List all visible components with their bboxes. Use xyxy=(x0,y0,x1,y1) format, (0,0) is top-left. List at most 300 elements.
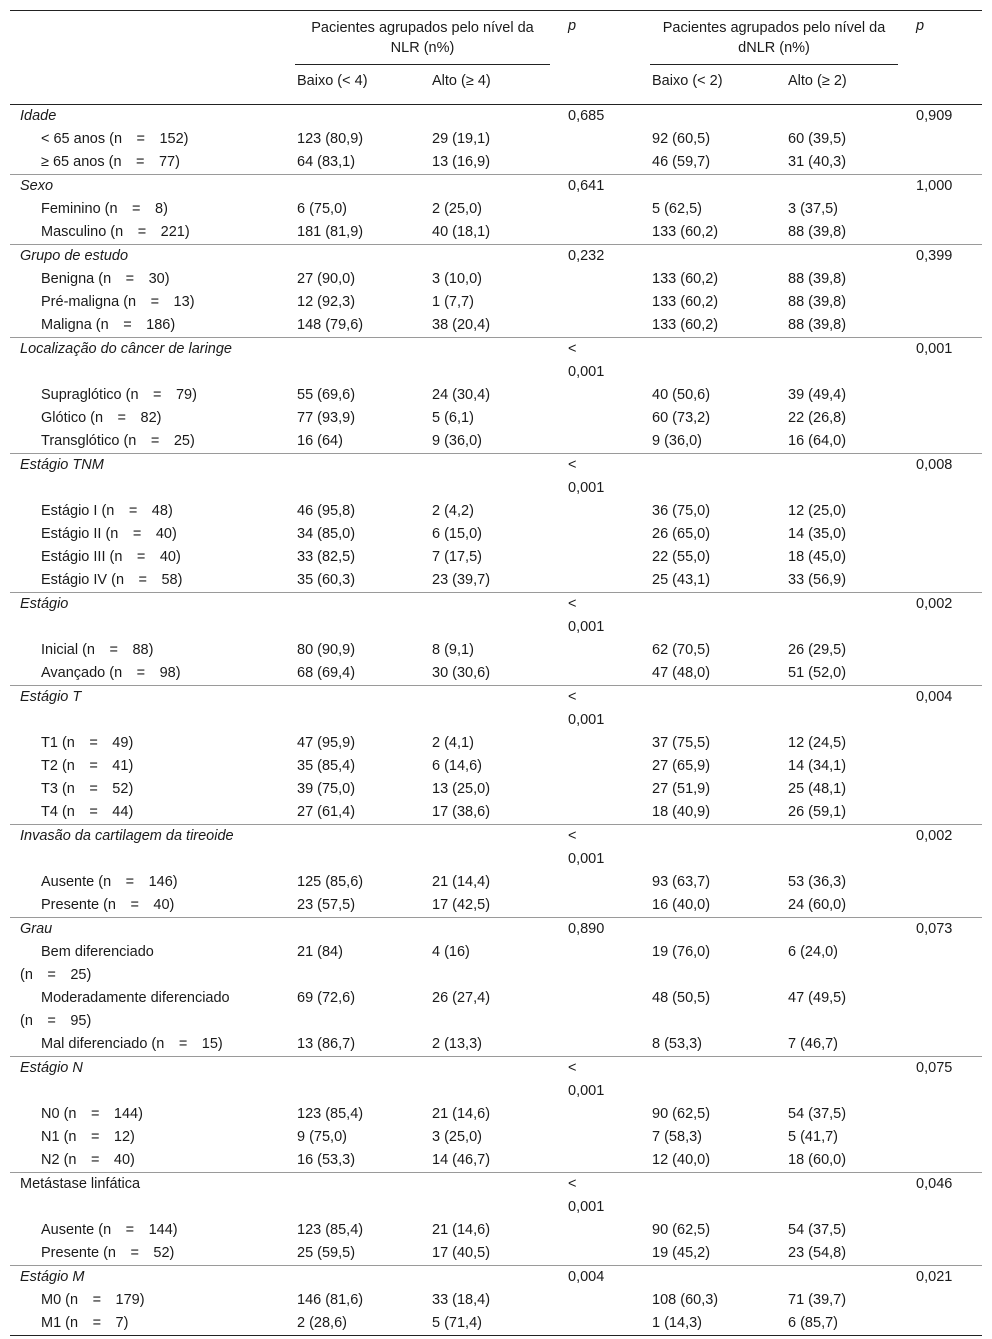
empty-cell xyxy=(906,1103,982,1126)
group-row xyxy=(10,918,982,942)
dnlr-high-value: 12 (25,0) xyxy=(788,503,847,519)
table-row xyxy=(10,407,982,430)
dnlr-high-value: 6 (85,7) xyxy=(778,1312,906,1336)
empty-cell xyxy=(906,1219,982,1242)
nlr-high-value: 26 (27,4) xyxy=(432,990,491,1006)
nlr-low-value: 6 (75,0) xyxy=(297,201,347,217)
table-row xyxy=(10,384,982,407)
empty-cell xyxy=(906,546,982,569)
row-label-text: Inicial (n = 88) xyxy=(41,642,154,658)
empty-cell xyxy=(558,1242,642,1266)
p-value-dnlr: 0,002 xyxy=(906,825,982,872)
empty-cell xyxy=(558,894,642,918)
row-label xyxy=(10,941,287,987)
row-label-text: < 65 anos (n = 152) xyxy=(41,131,189,147)
row-label-text: Avançado (n = 98) xyxy=(41,665,181,681)
dnlr-low-value: 48 (50,5) xyxy=(652,990,711,1006)
nlr-high-value: 5 (71,4) xyxy=(422,1312,558,1336)
table-row xyxy=(10,151,982,175)
empty-cell xyxy=(778,1173,906,1220)
dnlr-low-value: 18 (40,9) xyxy=(652,804,711,820)
empty-cell xyxy=(906,151,982,175)
row-label-text: Supraglótico (n = 79) xyxy=(41,387,197,403)
empty-cell xyxy=(558,662,642,686)
nlr-high-header: Alto (≥ 4) xyxy=(422,69,558,105)
dnlr-high-value: 31 (40,3) xyxy=(788,154,847,170)
empty-cell xyxy=(287,1266,422,1290)
row-label xyxy=(10,569,287,593)
empty-cell xyxy=(558,384,642,407)
dnlr-low-value: 8 (53,3) xyxy=(652,1036,702,1052)
row-label-text: Transglótico (n = 25) xyxy=(41,433,195,449)
nlr-high-value: 1 (7,7) xyxy=(432,294,474,310)
table-row xyxy=(10,1033,982,1057)
empty-cell xyxy=(287,593,422,640)
p-value-nlr: < 0,001 xyxy=(558,454,642,501)
empty-cell xyxy=(906,801,982,825)
dnlr-low-value: 12 (40,0) xyxy=(652,1152,711,1168)
row-label xyxy=(10,500,287,523)
header-blank-cell xyxy=(10,11,287,105)
empty-cell xyxy=(558,546,642,569)
row-label xyxy=(10,1312,287,1336)
empty-cell xyxy=(906,941,982,987)
dnlr-low-value: 19 (45,2) xyxy=(652,1245,711,1261)
nlr-high-value: 6 (14,6) xyxy=(432,758,482,774)
empty-cell xyxy=(778,245,906,269)
dnlr-high-value: 18 (60,0) xyxy=(788,1152,847,1168)
nlr-low-value: 148 (79,6) xyxy=(297,317,364,333)
nlr-high-value: 6 (15,0) xyxy=(432,526,482,542)
nlr-low-value: 16 (53,3) xyxy=(297,1152,356,1168)
table-row xyxy=(10,1219,982,1242)
empty-cell xyxy=(287,175,422,199)
table-row xyxy=(10,430,982,454)
table-row xyxy=(10,778,982,801)
dnlr-high-value: 60 (39,5) xyxy=(788,131,847,147)
empty-cell xyxy=(287,1057,422,1104)
nlr-low-value: 123 (80,9) xyxy=(297,131,364,147)
row-label-text: Moderadamente diferenciado xyxy=(41,990,230,1006)
row-label xyxy=(10,639,287,662)
empty-cell xyxy=(642,918,778,942)
p-value-dnlr: 0,399 xyxy=(906,245,982,269)
empty-cell xyxy=(558,430,642,454)
p-value-nlr: < 0,001 xyxy=(558,1173,642,1220)
nlr-high-value: 23 (39,7) xyxy=(432,572,491,588)
group-row xyxy=(10,1057,982,1104)
empty-cell xyxy=(558,128,642,151)
row-label xyxy=(10,1289,287,1312)
empty-cell xyxy=(778,1266,906,1290)
nlr-low-value: 68 (69,4) xyxy=(297,665,356,681)
dnlr-low-value: 37 (75,5) xyxy=(652,735,711,751)
dnlr-low-value: 133 (60,2) xyxy=(652,317,719,333)
row-label xyxy=(10,1126,287,1149)
dnlr-high-value: 7 (46,7) xyxy=(788,1036,838,1052)
table-row xyxy=(10,987,982,1033)
row-label-text: Mal diferenciado (n = 15) xyxy=(41,1036,223,1052)
nlr-low-value: 27 (61,4) xyxy=(297,804,356,820)
nlr-high-value: 40 (18,1) xyxy=(432,224,491,240)
p-value-nlr: 0,641 xyxy=(558,175,642,199)
nlr-low-value: 77 (93,9) xyxy=(297,410,356,426)
empty-cell xyxy=(906,1312,982,1336)
table-row xyxy=(10,1149,982,1173)
empty-cell xyxy=(642,454,778,501)
table-row xyxy=(10,291,982,314)
group-row xyxy=(10,1173,982,1220)
empty-cell xyxy=(558,314,642,338)
row-label xyxy=(10,1149,287,1173)
nlr-high-value: 13 (25,0) xyxy=(432,781,491,797)
group-label: Estágio xyxy=(10,593,287,640)
row-label-text: Ausente (n = 146) xyxy=(41,874,178,890)
empty-cell xyxy=(558,1149,642,1173)
empty-cell xyxy=(906,198,982,221)
empty-cell xyxy=(906,221,982,245)
table-row xyxy=(10,894,982,918)
nlr-low-value: 16 (64) xyxy=(297,433,343,449)
empty-cell xyxy=(422,245,558,269)
empty-cell xyxy=(287,1173,422,1220)
row-label xyxy=(10,894,287,918)
dnlr-low-value: 92 (60,5) xyxy=(652,131,711,147)
nlr-low-value: 123 (85,4) xyxy=(297,1222,364,1238)
dnlr-low-value: 46 (59,7) xyxy=(652,154,711,170)
row-label xyxy=(10,778,287,801)
group-row xyxy=(10,593,982,640)
nlr-group-header: Pacientes agrupados pelo nível da NLR (n%) xyxy=(287,11,558,70)
nlr-low-value: 46 (95,8) xyxy=(297,503,356,519)
row-label-text: M1 (n = 7) xyxy=(41,1315,129,1331)
empty-cell xyxy=(642,825,778,872)
p-value-dnlr: 0,008 xyxy=(906,454,982,501)
row-label-text: Glótico (n = 82) xyxy=(41,410,162,426)
p-value-dnlr: 0,002 xyxy=(906,593,982,640)
p-value-nlr: < 0,001 xyxy=(558,593,642,640)
row-label-text: Benigna (n = 30) xyxy=(41,271,170,287)
row-label xyxy=(10,314,287,338)
dnlr-high-value: 22 (26,8) xyxy=(788,410,847,426)
dnlr-high-value: 16 (64,0) xyxy=(788,433,847,449)
table-body xyxy=(10,105,982,1336)
group-row xyxy=(10,175,982,199)
dnlr-high-value: 3 (37,5) xyxy=(788,201,838,217)
table-row xyxy=(10,546,982,569)
group-label: Estágio TNM xyxy=(10,454,287,501)
dnlr-high-value: 23 (54,8) xyxy=(788,1245,847,1261)
empty-cell xyxy=(906,523,982,546)
nlr-high-value: 2 (25,0) xyxy=(432,201,482,217)
row-label-text: Masculino (n = 221) xyxy=(41,224,190,240)
nlr-low-value: 64 (83,1) xyxy=(297,154,356,170)
nlr-low-value: 35 (85,4) xyxy=(297,758,356,774)
empty-cell xyxy=(906,430,982,454)
nlr-high-value: 8 (9,1) xyxy=(432,642,474,658)
dnlr-high-value: 88 (39,8) xyxy=(788,317,847,333)
dnlr-high-value: 26 (59,1) xyxy=(788,804,847,820)
group-label: Estágio N xyxy=(10,1057,287,1104)
row-label xyxy=(10,662,287,686)
empty-cell xyxy=(778,593,906,640)
nlr-low-value: 35 (60,3) xyxy=(297,572,356,588)
nlr-low-value: 12 (92,3) xyxy=(297,294,356,310)
nlr-high-value: 17 (38,6) xyxy=(432,804,491,820)
table-row xyxy=(10,268,982,291)
table-row xyxy=(10,941,982,987)
empty-cell xyxy=(287,105,422,129)
nlr-high-value: 38 (20,4) xyxy=(432,317,491,333)
group-row xyxy=(10,338,982,385)
p-value-nlr: 0,232 xyxy=(558,245,642,269)
dnlr-low-value: 90 (62,5) xyxy=(652,1222,711,1238)
dnlr-high-value: 6 (24,0) xyxy=(788,944,838,960)
empty-cell xyxy=(642,175,778,199)
group-label: Localização do câncer de laringe xyxy=(10,338,287,385)
row-label-text: N0 (n = 144) xyxy=(41,1106,143,1122)
empty-cell xyxy=(558,523,642,546)
table-row xyxy=(10,569,982,593)
p-value-dnlr: 1,000 xyxy=(906,175,982,199)
nlr-high-value: 14 (46,7) xyxy=(432,1152,491,1168)
row-label xyxy=(10,151,287,175)
empty-cell xyxy=(558,268,642,291)
empty-cell xyxy=(906,1289,982,1312)
group-label: Invasão da cartilagem da tireoide xyxy=(10,825,287,872)
nlr-dnlr-table xyxy=(10,10,982,1336)
dnlr-high-value: 24 (60,0) xyxy=(788,897,847,913)
dnlr-low-value: 7 (58,3) xyxy=(652,1129,702,1145)
nlr-high-value: 2 (13,3) xyxy=(432,1036,482,1052)
empty-cell xyxy=(778,918,906,942)
row-label xyxy=(10,1242,287,1266)
empty-cell xyxy=(906,1149,982,1173)
row-label-text: Estágio II (n = 40) xyxy=(41,526,177,542)
dnlr-high-value: 88 (39,8) xyxy=(788,224,847,240)
table-row xyxy=(10,755,982,778)
group-label: Grau xyxy=(10,918,287,942)
p-value-dnlr: 0,001 xyxy=(906,338,982,385)
table-row xyxy=(10,1289,982,1312)
group-row xyxy=(10,1266,982,1290)
dnlr-low-value: 90 (62,5) xyxy=(652,1106,711,1122)
row-label xyxy=(10,198,287,221)
dnlr-low-value: 133 (60,2) xyxy=(652,271,719,287)
dnlr-high-value: 33 (56,9) xyxy=(788,572,847,588)
table-row xyxy=(10,198,982,221)
table-row xyxy=(10,801,982,825)
empty-cell xyxy=(422,1057,558,1104)
dnlr-low-value: 36 (75,0) xyxy=(652,503,711,519)
nlr-high-value: 17 (40,5) xyxy=(432,1245,491,1261)
row-label-count: (n = 25) xyxy=(20,967,92,983)
nlr-low-value: 55 (69,6) xyxy=(297,387,356,403)
empty-cell xyxy=(558,198,642,221)
nlr-high-value: 33 (18,4) xyxy=(432,1292,491,1308)
dnlr-low-value: 27 (51,9) xyxy=(652,781,711,797)
nlr-low-value: 146 (81,6) xyxy=(297,1292,364,1308)
dnlr-low-value: 27 (65,9) xyxy=(652,758,711,774)
empty-cell xyxy=(558,755,642,778)
nlr-low-value: 33 (82,5) xyxy=(297,549,356,565)
p-value-dnlr: 0,021 xyxy=(906,1266,982,1290)
group-label: Sexo xyxy=(10,175,287,199)
nlr-high-value: 30 (30,6) xyxy=(432,665,491,681)
p-value-dnlr: 0,075 xyxy=(906,1057,982,1104)
empty-cell xyxy=(906,569,982,593)
row-label-text: Presente (n = 52) xyxy=(41,1245,175,1261)
dnlr-low-value: 47 (48,0) xyxy=(652,665,711,681)
dnlr-low-value: 133 (60,2) xyxy=(652,294,719,310)
empty-cell xyxy=(906,987,982,1033)
p-value-nlr: 0,004 xyxy=(558,1266,642,1290)
empty-cell xyxy=(287,825,422,872)
empty-cell xyxy=(422,825,558,872)
nlr-low-value: 69 (72,6) xyxy=(297,990,356,1006)
nlr-high-value: 3 (25,0) xyxy=(432,1129,482,1145)
empty-cell xyxy=(906,500,982,523)
row-label xyxy=(10,987,287,1033)
table-row xyxy=(10,1126,982,1149)
empty-cell xyxy=(906,1033,982,1057)
empty-cell xyxy=(778,825,906,872)
row-label xyxy=(10,384,287,407)
group-row xyxy=(10,245,982,269)
empty-cell xyxy=(558,941,642,987)
empty-cell xyxy=(642,245,778,269)
table-row xyxy=(10,1312,982,1336)
dnlr-high-header: Alto (≥ 2) xyxy=(778,69,906,105)
table-row xyxy=(10,662,982,686)
empty-cell xyxy=(906,871,982,894)
table-row xyxy=(10,314,982,338)
table-row xyxy=(10,871,982,894)
dnlr-low-value: 62 (70,5) xyxy=(652,642,711,658)
empty-cell xyxy=(287,918,422,942)
dnlr-high-value: 25 (48,1) xyxy=(788,781,847,797)
table-row xyxy=(10,1242,982,1266)
p-value-dnlr: 0,909 xyxy=(906,105,982,129)
empty-cell xyxy=(558,291,642,314)
row-label-text: T2 (n = 41) xyxy=(41,758,134,774)
empty-cell xyxy=(558,1033,642,1057)
dnlr-high-value: 53 (36,3) xyxy=(788,874,847,890)
dnlr-high-value: 54 (37,5) xyxy=(788,1222,847,1238)
nlr-high-value: 17 (42,5) xyxy=(432,897,491,913)
row-label xyxy=(10,523,287,546)
empty-cell xyxy=(558,151,642,175)
row-label-text: Estágio I (n = 48) xyxy=(41,503,173,519)
group-label: Grupo de estudo xyxy=(10,245,287,269)
nlr-low-value: 9 (75,0) xyxy=(297,1129,347,1145)
empty-cell xyxy=(778,686,906,733)
empty-cell xyxy=(778,175,906,199)
empty-cell xyxy=(642,686,778,733)
p-value-nlr: 0,685 xyxy=(558,105,642,129)
empty-cell xyxy=(906,291,982,314)
empty-cell xyxy=(906,314,982,338)
dnlr-high-value: 5 (41,7) xyxy=(788,1129,838,1145)
dnlr-low-header: Baixo (< 2) xyxy=(642,69,778,105)
group-label: Estágio T xyxy=(10,686,287,733)
row-label-count: (n = 95) xyxy=(20,1013,92,1029)
empty-cell xyxy=(558,801,642,825)
row-label-text: Feminino (n = 8) xyxy=(41,201,168,217)
nlr-low-header: Baixo (< 4) xyxy=(287,69,422,105)
empty-cell xyxy=(558,1103,642,1126)
empty-cell xyxy=(422,454,558,501)
empty-cell xyxy=(422,175,558,199)
row-label xyxy=(10,1219,287,1242)
empty-cell xyxy=(642,1173,778,1220)
nlr-high-value: 24 (30,4) xyxy=(432,387,491,403)
table-header xyxy=(10,11,982,105)
dnlr-high-value: 26 (29,5) xyxy=(788,642,847,658)
empty-cell xyxy=(642,105,778,129)
nlr-high-value: 5 (6,1) xyxy=(432,410,474,426)
nlr-high-value: 13 (16,9) xyxy=(432,154,491,170)
empty-cell xyxy=(422,105,558,129)
dnlr-low-value: 9 (36,0) xyxy=(652,433,702,449)
empty-cell xyxy=(558,221,642,245)
nlr-low-value: 47 (95,9) xyxy=(297,735,356,751)
nlr-low-value: 123 (85,4) xyxy=(297,1106,364,1122)
row-label xyxy=(10,801,287,825)
group-label: Estágio M xyxy=(10,1266,287,1290)
empty-cell xyxy=(287,454,422,501)
nlr-high-value: 2 (4,2) xyxy=(432,503,474,519)
p-value-dnlr: 0,073 xyxy=(906,918,982,942)
nlr-low-value: 27 (90,0) xyxy=(297,271,356,287)
dnlr-low-value: 60 (73,2) xyxy=(652,410,711,426)
empty-cell xyxy=(778,105,906,129)
dnlr-high-value: 47 (49,5) xyxy=(788,990,847,1006)
empty-cell xyxy=(642,1266,778,1290)
empty-cell xyxy=(558,407,642,430)
dnlr-low-value: 5 (62,5) xyxy=(652,201,702,217)
empty-cell xyxy=(422,686,558,733)
nlr-high-value: 29 (19,1) xyxy=(432,131,491,147)
nlr-low-value: 21 (84) xyxy=(297,944,343,960)
row-label xyxy=(10,546,287,569)
p-value-nlr: 0,890 xyxy=(558,918,642,942)
nlr-low-value: 34 (85,0) xyxy=(297,526,356,542)
dnlr-high-value: 54 (37,5) xyxy=(788,1106,847,1122)
nlr-high-value: 3 (10,0) xyxy=(432,271,482,287)
group-row xyxy=(10,825,982,872)
empty-cell xyxy=(906,894,982,918)
empty-cell xyxy=(906,732,982,755)
nlr-high-value: 9 (36,0) xyxy=(432,433,482,449)
dnlr-high-value: 12 (24,5) xyxy=(788,735,847,751)
nlr-low-value: 2 (28,6) xyxy=(287,1312,422,1336)
empty-cell xyxy=(906,407,982,430)
group-row xyxy=(10,454,982,501)
row-label xyxy=(10,221,287,245)
row-label-text: Presente (n = 40) xyxy=(41,897,175,913)
empty-cell xyxy=(906,755,982,778)
empty-cell xyxy=(558,871,642,894)
empty-cell xyxy=(558,778,642,801)
empty-cell xyxy=(906,268,982,291)
empty-cell xyxy=(906,1242,982,1266)
nlr-high-value: 4 (16) xyxy=(432,944,470,960)
nlr-high-value: 21 (14,6) xyxy=(432,1222,491,1238)
row-label-text: T3 (n = 52) xyxy=(41,781,134,797)
row-label-text: Estágio III (n = 40) xyxy=(41,549,181,565)
table-row xyxy=(10,1103,982,1126)
